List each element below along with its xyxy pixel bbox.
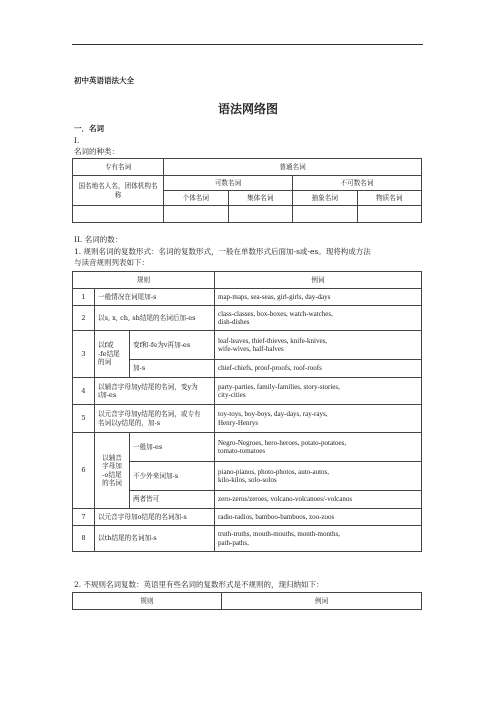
cell-uncountable: 不可数名词	[293, 176, 422, 191]
row-number: 3	[73, 331, 95, 378]
cell-empty	[357, 206, 422, 223]
cell-empty	[293, 206, 358, 223]
rule-category: 以f或 -fe结尾 的词	[95, 331, 130, 378]
cell-empty	[228, 206, 293, 223]
cell-common: 普通名词	[164, 159, 422, 176]
header-example: 例词	[215, 272, 422, 289]
header-example: 例词	[222, 593, 422, 610]
cell-empty	[73, 206, 164, 223]
rule-text: 加-s	[130, 360, 215, 378]
example-text: chief-chiefs, proof-proofs, roof-roofs	[215, 360, 422, 378]
roman-one: I.	[74, 136, 80, 145]
header-rule	[72, 44, 423, 45]
cell-proper: 专有名词	[73, 159, 164, 176]
header-rule: 规则	[73, 593, 222, 610]
main-title: 语法网络图	[217, 102, 278, 116]
rule-text: 一般情况在词尾加-s	[95, 289, 215, 306]
example-text: radio-radios, bamboo-bamboos, zoo-zoos	[215, 509, 422, 526]
example-text: Negro-Negroes, hero-heroes, potato-potatoes, tomato-tomatoes	[215, 433, 422, 462]
rule-text: 以元音字母加y结尾的名词，或专有 名词以y结尾的，加-s	[95, 405, 215, 433]
row-number: 1	[73, 289, 95, 306]
row-number: 4	[73, 378, 95, 405]
example-text: toy-toys, boy-boys, day-days, ray-rays, Henry-Henrys	[215, 405, 422, 433]
cell-collective: 集体名词	[228, 191, 293, 206]
plural-rules-table	[72, 271, 422, 552]
rule-text: 以s, x, ch, sh结尾的名词后加-es	[95, 306, 215, 331]
header-rule: 规则	[73, 272, 215, 289]
rule-text: 以辅音字母加y结尾的名词，变y为 i加-es	[95, 378, 215, 405]
example-text: party-parties, family-families, story-stories, city-cities	[215, 378, 422, 405]
cell-empty	[164, 206, 229, 223]
cell-proper-desc: 国名地名人名，团体机构名称	[73, 176, 164, 206]
row-number: 5	[73, 405, 95, 433]
example-text: truth-truths, mouth-mouths, month-months, path-paths,	[215, 526, 422, 552]
cell-individual: 个体名词	[164, 191, 229, 206]
example-text: zero-zeros/zeroes, volcano-volcanoes/-volcanos	[215, 491, 422, 509]
section-heading-number: II. 名词的数：	[74, 235, 123, 244]
rule-text: 一般加-es	[130, 433, 215, 462]
section-heading-noun: 一．名词	[74, 124, 104, 133]
rule-text: 不少外来词加-s	[130, 462, 215, 491]
cell-abstract: 抽象名词	[293, 191, 358, 206]
cell-countable: 可数名词	[164, 176, 293, 191]
noun-types-label: 名词的种类：	[74, 147, 119, 156]
irregular-plural-line: 2. 不规则名词复数：英语里有些名词的复数形式是不规则的，现归纳如下：	[74, 580, 324, 589]
row-number: 8	[73, 526, 95, 552]
rule1-line1: 1. 规则名词的复数形式：名词的复数形式，一般在单数形式后面加-s或-es。现将构成方法	[74, 247, 371, 256]
rule1-line2: 与读音规则列表如下：	[74, 258, 149, 267]
example-text: piano-pianos, photo-photos, auto-autos, kilo-kilos, solo-solos	[215, 462, 422, 491]
row-number: 7	[73, 509, 95, 526]
example-text: leaf-leaves, thief-thieves, knife-knives, wife-wives, half-halves	[215, 331, 422, 360]
rule-text: 以元音字母加o结尾的名词加-s	[95, 509, 215, 526]
rule-category: 以辅音 字母加 -o结尾 的名词	[95, 433, 130, 509]
cell-material: 物质名词	[357, 191, 422, 206]
rule-text: 两者皆可	[130, 491, 215, 509]
row-number: 6	[73, 433, 95, 509]
example-text: map-maps, sea-seas, girl-girls, day-days	[215, 289, 422, 306]
rule-text: 以th结尾的名词加-s	[95, 526, 215, 552]
irregular-table	[72, 592, 422, 610]
doc-title: 初中英语语法大全	[74, 76, 134, 85]
example-text: class-classes, box-boxes, watch-watches, dish-dishes	[215, 306, 422, 331]
noun-types-table	[72, 158, 422, 223]
row-number: 2	[73, 306, 95, 331]
rule-text: 变f和-fe为v再加-es	[130, 331, 215, 360]
